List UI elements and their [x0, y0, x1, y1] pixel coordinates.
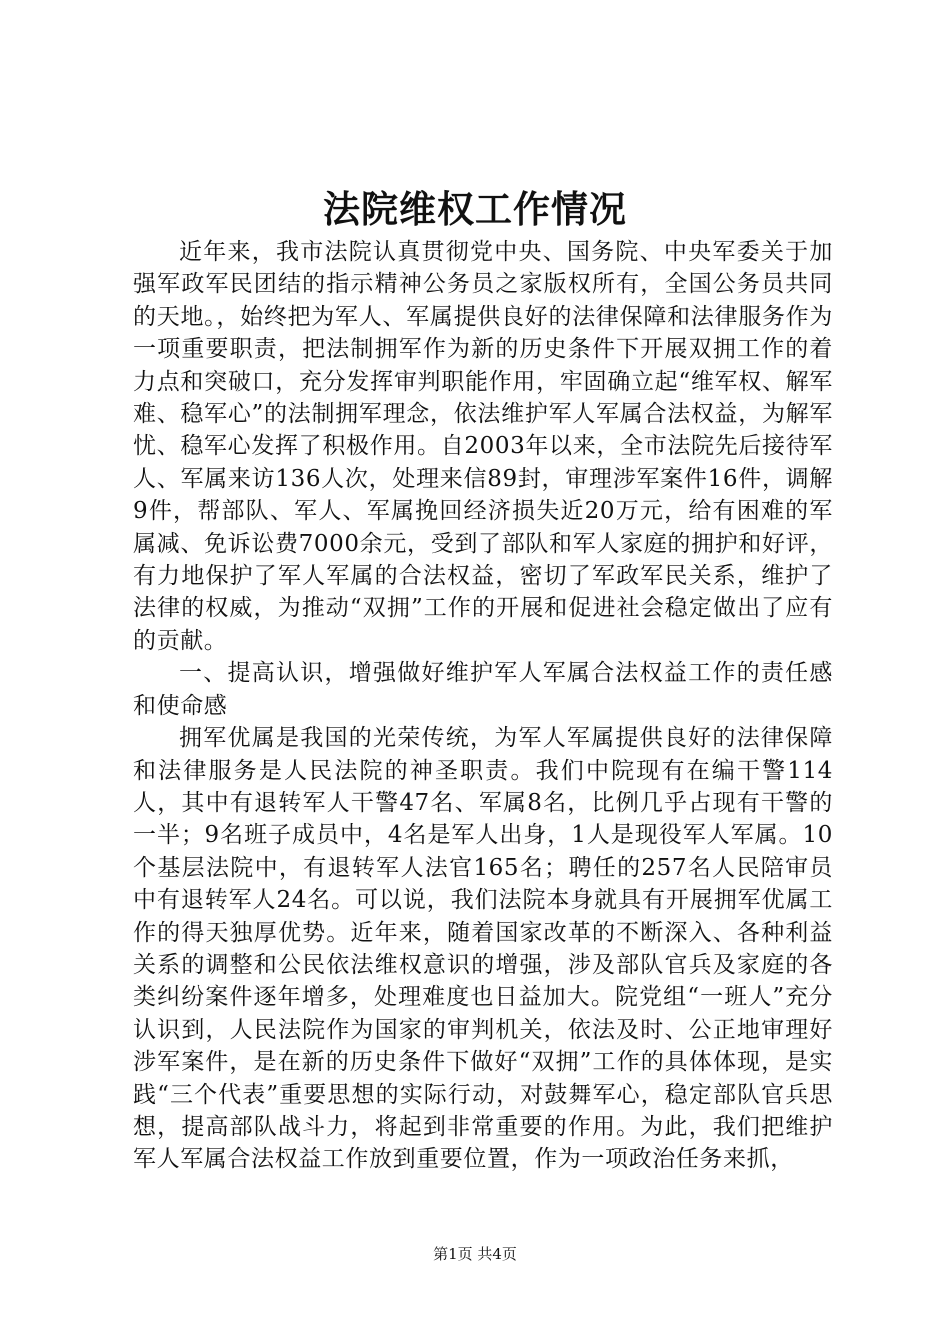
section-1-paragraph: 拥军优属是我国的光荣传统，为军人军属提供良好的法律保障和法律服务是人民法院的神圣职责。我们中院现有在编干警114人，其中有退转军人干警47名、军属8名，比例几乎占现有干警的一半；9名班子成员中，4名是军人出身，1人是现役军人军属。10个基层法院中，有退转军人法官165名；聘任的257名人民陪审员中有退转军人24名。可以说，我们法院本身就具有开展拥军优属工作的得天独厚优势。近年来，随着国家改革的不断深入、各种利益关系的调整和公民依法维权意识的增强，涉及部队官兵及家庭的各类纠纷案件逐年增多，处理难度也日益加大。院党组“一班人”充分认识到，人民法院作为国家的审判机关，依法及时、公正地审理好涉军案件，是在新的历史条件下做好“双拥”工作的具体体现，是实践“三个代表”重要思想的实际行动，对鼓舞军心，稳定部队官兵思想，提高部队战斗力，将起到非常重要的作用。为此，我们把维护军人军属合法权益工作放到重要位置，作为一项政治任务来抓， — [133, 725, 833, 1173]
page-number-footer: 第1页 共4页 — [433, 1245, 517, 1263]
document-title: 法院维权工作情况 — [323, 187, 627, 231]
intro-paragraph: 近年来，我市法院认真贯彻党中央、国务院、中央军委关于加强军政军民团结的指示精神公务员之家版权所有，全国公务员共同的天地。，始终把为军人、军属提供良好的法律保障和法律服务作为一项重要职责，把法制拥军作为新的历史条件下开展双拥工作的着力点和突破口，充分发挥审判职能作用，牢固确立起“维军权、解军难、稳军心”的法制拥军理念，依法维护军人军属合法权益，为解军忧、稳军心发挥了积极作用。自2003年以来，全市法院先后接待军人、军属来访136人次，处理来信89封，审理涉军案件16件，调解9件，帮部队、军人、军属挽回经济损失近20万元，给有困难的军属减、免诉讼费7000余元，受到了部队和军人家庭的拥护和好评，有力地保护了军人军属的合法权益，密切了军政军民关系，维护了法律的权威，为推动“双拥”工作的开展和促进社会稳定做出了应有的贡献。 — [133, 239, 833, 654]
document-body — [133, 236, 833, 1176]
section-heading-1: 一、提高认识，增强做好维护军人军属合法权益工作的责任感和使命感 — [133, 660, 833, 719]
